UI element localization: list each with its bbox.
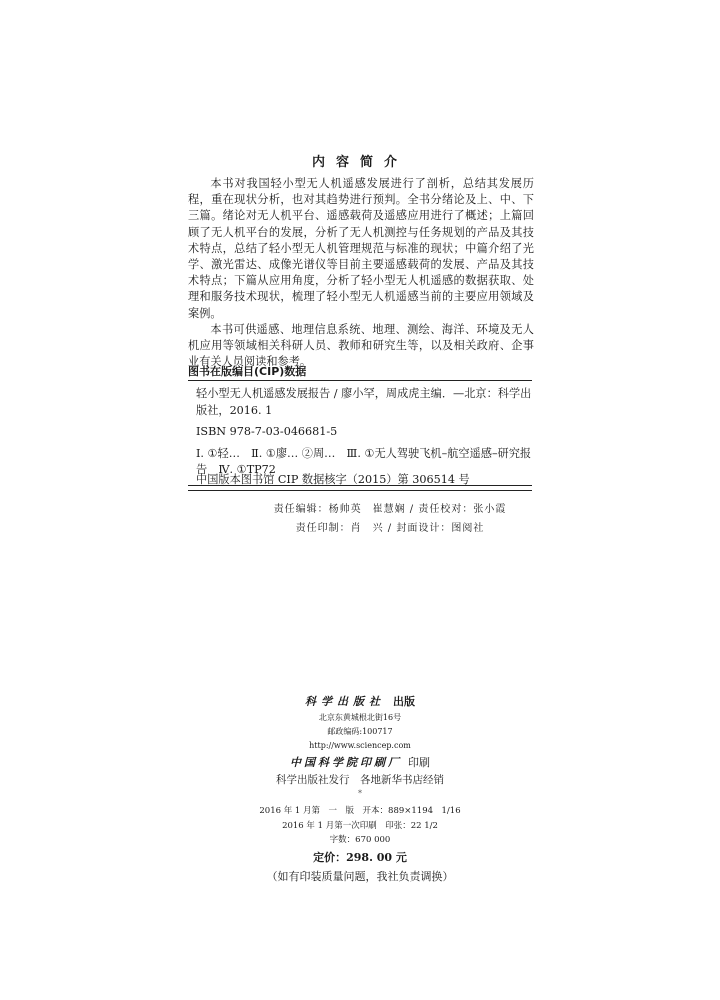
editors-line: 责任编辑：杨帅英 崔慧娴 / 责任校对：张小霞: [273, 504, 507, 515]
intro-paragraph-2: 本书可供遥感、地理信息系统、地理、测绘、海洋、环境及无人机应用等领域相关科研人员、教师和研究生等，以及相关政府、企事业有关人员阅读和参考。: [188, 322, 534, 369]
quality-notice: （如有印装质量问题，我社负责调换）: [266, 870, 454, 883]
publisher-suffix: 出版: [393, 695, 415, 708]
publisher-url: http://www.sciencep.com: [309, 741, 411, 750]
cip-heading: 图书在版编目(CIP)数据: [188, 365, 307, 378]
intro-title: 内容简介: [311, 155, 408, 170]
publisher-line: [0, 693, 720, 709]
cip-classification: Ⅰ. ①轻… Ⅱ. ①廖… ②周… Ⅲ. ①无人驾驶飞机–航空遥感–研究报告 Ⅳ. ①TP72: [196, 446, 532, 476]
printing-line: 2016 年 1 月第一次印刷 印张：22 1/2: [282, 821, 438, 831]
publisher-postcode: 邮政编码:100717: [327, 727, 393, 736]
printer-logo-text: 中国科学院印刷厂: [290, 756, 402, 769]
production-line: 责任印制：肖 兴 / 封面设计：图阅社: [295, 523, 485, 534]
intro-body: [188, 176, 534, 370]
price: 定价：298. 00 元: [313, 851, 407, 864]
edition-line: 2016 年 1 月第 一 版 开本：889×1194 1/16: [259, 806, 461, 816]
intro-paragraph-1: 本书对我国轻小型无人机遥感发展进行了剖析，总结其发展历程，重在现状分析，也对其趋势进行预判。全书分绪论及上、中、下三篇。绪论对无人机平台、遥感载荷及遥感应用进行了概述；上篇回顾了无人机平台的发展，分析了无人机测控与任务规划的产品及其技术特点，总结了轻小型无人机管理规范与标准的现状；中篇介绍了光学、激光雷达、成像光谱仪等目前主要遥感载荷的发展、产品及其技术特点；下篇从应用角度，分析了轻小型无人机遥感的数据获取、处理和服务技术现状，梳理了轻小型无人机遥感当前的主要应用领域及案例。: [188, 177, 534, 320]
cip-record: [188, 380, 532, 486]
publisher-address: 北京东黄城根北街16号: [318, 713, 402, 722]
word-count: 字数：670 000: [329, 835, 391, 845]
cip-number: 中国版本图书馆 CIP 数据核字（2015）第 306514 号: [196, 473, 470, 486]
cip-bottom-rule: [188, 490, 532, 491]
printer-line: [0, 754, 720, 770]
publisher-logo-text: 科学出版社: [305, 695, 385, 708]
printer-suffix: 印刷: [408, 756, 430, 769]
cip-title-entry: 轻小型无人机遥感发展报告 / 廖小罕，周成虎主编．—北京：科学出版社，2016. 1: [196, 387, 532, 417]
separator-mark: *: [358, 789, 362, 798]
distribution-line: 科学出版社发行 各地新华书店经销: [276, 774, 444, 786]
cip-isbn: ISBN 978-7-03-046681-5: [196, 425, 338, 438]
